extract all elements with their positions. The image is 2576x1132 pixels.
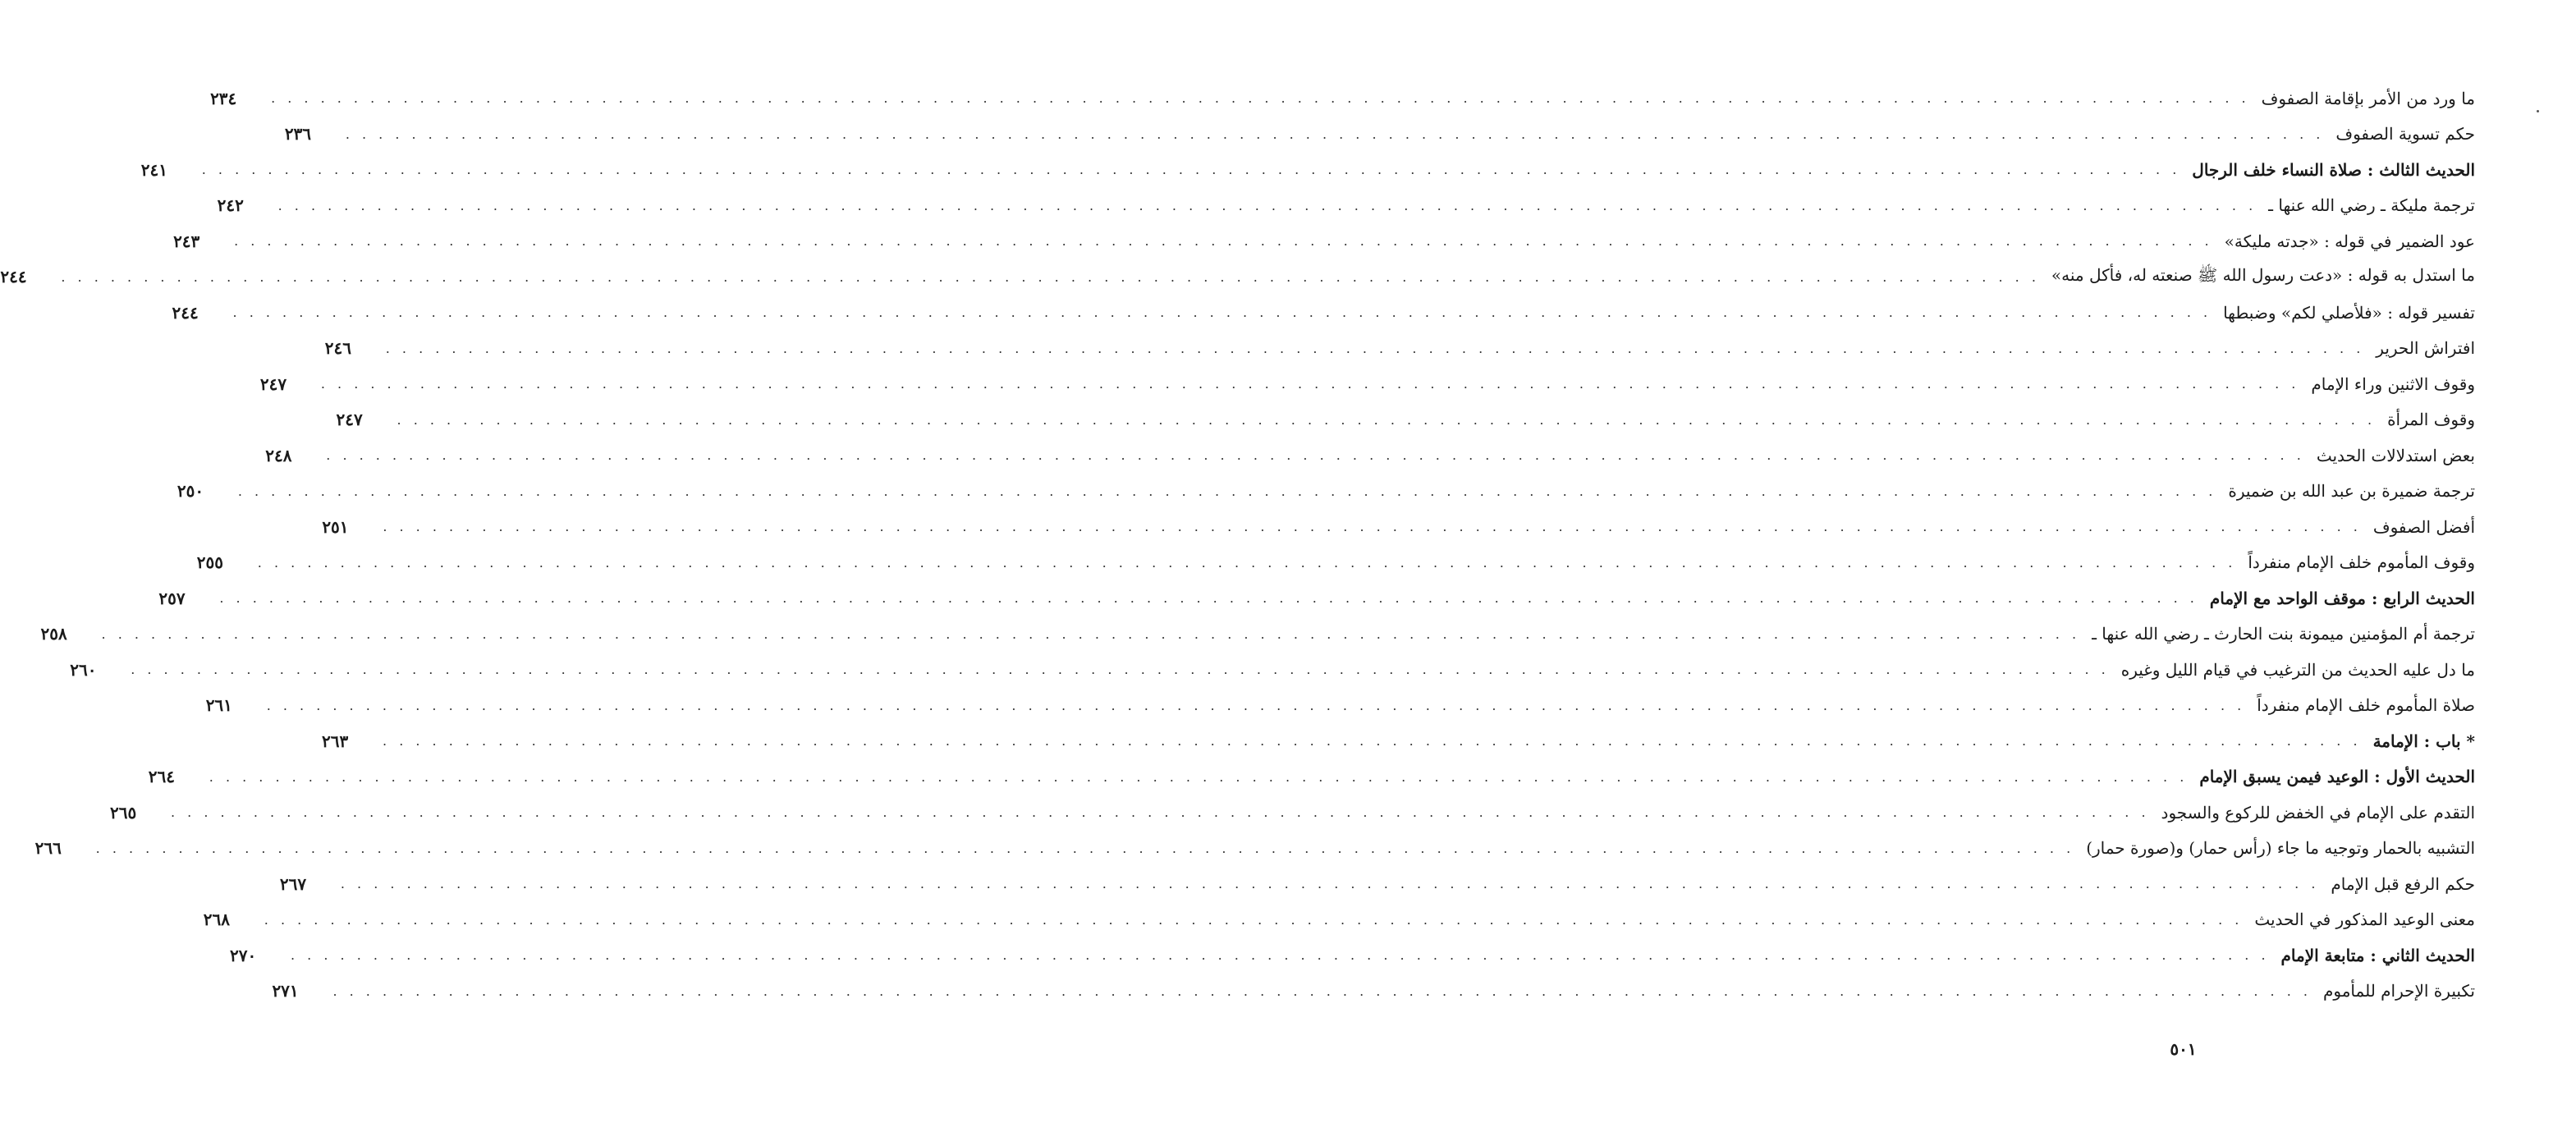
toc-entry xyxy=(110,795,2475,831)
toc-entry-page: ٢٥١ xyxy=(322,516,349,537)
toc-entry-title: ترجمة أم المؤمنين ميمونة بنت الحارث ـ رضي الله عنها ـ xyxy=(2092,624,2475,644)
toc-entry xyxy=(324,331,2475,367)
toc-entry-title: وقوف المرأة xyxy=(2387,410,2475,430)
toc-entry xyxy=(230,937,2475,974)
dot-leader: . . . . . . . . . . . . . . . . . . . . . . . . . . . . . . . . . . . . . . . . . . . . . . . . . . . . . . . . . . . . . . . . . . . . . . . . . . . . . . . . . . . . . . . . . . . . . . . . . . . . . . . . . . . . . . . . . . . . . . . . xyxy=(340,876,2320,892)
toc-entry xyxy=(279,866,2475,902)
toc-entry-page: ٢٧٠ xyxy=(230,945,257,965)
toc-entry-title: ما دل عليه الحديث من الترغيب في قيام الليل وغيره xyxy=(2120,659,2475,680)
toc-entry-title: معنى الوعيد المذكور في الحديث xyxy=(2254,910,2475,930)
toc-entry xyxy=(70,652,2475,688)
dot-leader: . . . . . . . . . . . . . . . . . . . . . . . . . . . . . . . . . . . . . . . . . . . . . . . . . . . . . . . . . . . . . . . . . . . . . . . . . . . . . . . . . . . . . . . . . . . . . . . . . . . . . . . . . . . . . . . . . . . . . . . . xyxy=(320,376,2300,392)
toc-entry-title: تفسير قوله : «فلأصلي لكم» وضبطها xyxy=(2223,302,2475,323)
toc-entry-page: ٢٦٦ xyxy=(34,838,62,859)
toc-entry-page: ٢٤١ xyxy=(140,159,167,180)
toc-entry-page: ٢٦٤ xyxy=(148,767,175,787)
toc-entry-page: ٢٦٣ xyxy=(322,731,349,751)
toc-entry xyxy=(173,223,2475,259)
toc-entry-title: صلاة المأموم خلف الإمام منفرداً xyxy=(2257,695,2475,716)
dot-leader: . . . . . . . . . . . . . . . . . . . . . . . . . . . . . . . . . . . . . . . . . . . . . . . . . . . . . . . . . . . . . . . . . . . . . . . . . . . . . . . . . . . . . . . . . . . . . . . . . . . . . . . . . . . . . . . . . . . . . . . . xyxy=(266,697,2246,713)
dot-leader: . . . . . . . . . . . . . . . . . . . . . . . . . . . . . . . . . . . . . . . . . . . . . . . . . . . . . . . . . . . . . . . . . . . . . . . . . . . . . . . . . . . . . . . . . . . . . . . . . . . . . . . . . . . . . . . . . . . . . . . . xyxy=(396,411,2377,428)
toc-entry-title: حكم الرفع قبل الإمام xyxy=(2331,873,2475,894)
toc-entry-page: ٢٧١ xyxy=(272,981,299,1001)
toc-entry-title: الحديث الرابع : موقف الواحد مع الإمام xyxy=(2209,588,2475,608)
toc-entry-page: ٢٤٣ xyxy=(173,231,200,251)
toc-entry-page: ٢٥٠ xyxy=(176,481,204,502)
dot-leader: . . . . . . . . . . . . . . . . . . . . . . . . . . . . . . . . . . . . . . . . . . . . . . . . . . . . . . . . . . . . . . . . . . . . . . . . . . . . . . . . . . . . . . . . . . . . . . . . . . . . . . . . . . . . . . . . . . . . . . . . xyxy=(257,554,2237,571)
toc-entry xyxy=(322,723,2475,759)
dot-leader: . . . . . . . . . . . . . . . . . . . . . . . . . . . . . . . . . . . . . . . . . . . . . . . . . . . . . . . . . . . . . . . . . . . . . . . . . . . . . . . . . . . . . . . . . . . . . . . . . . . . . . . . . . . . . . . . . . . . . . . . xyxy=(232,305,2212,321)
dot-leader: . . . . . . . . . . . . . . . . . . . . . . . . . . . . . . . . . . . . . . . . . . . . . . . . . . . . . . . . . . . . . . . . . . . . . . . . . . . . . . . . . . . . . . . . . . . . . . . . . . . . . . . . . . . . . . . . . . . . . . . . xyxy=(171,804,2150,821)
toc-entry xyxy=(196,545,2475,581)
toc-entry-title: الحديث الثالث : صلاة النساء خلف الرجال xyxy=(2192,159,2475,180)
toc-entry xyxy=(203,902,2475,938)
table-of-contents xyxy=(0,80,2475,1009)
dot-leader: . . . . . . . . . . . . . . . . . . . . . . . . . . . . . . . . . . . . . . . . . . . . . . . . . . . . . . . . . . . . . . . . . . . . . . . . . . . . . . . . . . . . . . . . . . . . . . . . . . . . . . . . . . . . . . . . . . . . . . . . xyxy=(95,840,2075,856)
toc-entry-page: ٢٤٢ xyxy=(217,195,244,216)
dot-leader: . . . . . . . . . . . . . . . . . . . . . . . . . . . . . . . . . . . . . . . . . . . . . . . . . . . . . . . . . . . . . . . . . . . . . . . . . . . . . . . . . . . . . . . . . . . . . . . . . . . . . . . . . . . . . . . . . . . . . . . . xyxy=(219,590,2198,607)
toc-entry-page: ٢٣٤ xyxy=(210,88,237,108)
toc-entry-title: وقوف المأموم خلف الإمام منفرداً xyxy=(2248,552,2475,573)
toc-entry-page: ٢٦٠ xyxy=(70,659,97,680)
toc-entry-title: افتراش الحرير xyxy=(2376,338,2475,359)
dot-leader: . . . . . . . . . . . . . . . . . . . . . . . . . . . . . . . . . . . . . . . . . . . . . . . . . . . . . . . . . . . . . . . . . . . . . . . . . . . . . . . . . . . . . . . . . . . . . . . . . . . . . . . . . . . . . . . . . . . . . . . . xyxy=(291,947,2270,964)
dot-leader: . . . . . . . . . . . . . . . . . . . . . . . . . . . . . . . . . . . . . . . . . . . . . . . . . . . . . . . . . . . . . . . . . . . . . . . . . . . . . . . . . . . . . . . . . . . . . . . . . . . . . . . . . . . . . . . . . . . . . . . . xyxy=(264,911,2244,928)
toc-entry-page: ٢٤٤ xyxy=(172,302,199,323)
dot-leader: . . . . . . . . . . . . . . . . . . . . . . . . . . . . . . . . . . . . . . . . . . . . . . . . . . . . . . . . . . . . . . . . . . . . . . . . . . . . . . . . . . . . . . . . . . . . . . . . . . . . . . . . . . . . . . . . . . . . . . . . xyxy=(345,126,2325,142)
toc-entry-title: الحديث الأول : الوعيد فيمن يسبق الإمام xyxy=(2199,767,2475,787)
toc-entry xyxy=(176,474,2475,510)
toc-entry-page: ٢٥٨ xyxy=(40,624,67,644)
toc-entry xyxy=(0,259,2475,296)
toc-entry-title: بعض استدلالات الحديث xyxy=(2316,445,2475,465)
toc-entry-page: ٢٤٧ xyxy=(336,410,363,430)
toc-entry-title: عود الضمير في قوله : «جدته مليكة» xyxy=(2224,231,2475,251)
toc-entry xyxy=(172,295,2475,331)
toc-entry-page: ٢٦٧ xyxy=(279,873,307,894)
dot-leader: . . . . . . . . . . . . . . . . . . . . . . . . . . . . . . . . . . . . . . . . . . . . . . . . . . . . . . . . . . . . . . . . . . . . . . . . . . . . . . . . . . . . . . . . . . . . . . . . . . . . . . . . . . . . . . . . . . . . . . . . xyxy=(332,983,2312,999)
toc-entry-title: * باب : الإمامة xyxy=(2372,731,2475,751)
page-number: ٥٠١ xyxy=(2170,1039,2197,1059)
dot-leader: . . . . . . . . . . . . . . . . . . . . . . . . . . . . . . . . . . . . . . . . . . . . . . . . . . . . . . . . . . . . . . . . . . . . . . . . . . . . . . . . . . . . . . . . . . . . . . . . . . . . . . . . . . . . . . . . . . . . . . . . xyxy=(61,268,2040,285)
toc-entry xyxy=(148,759,2475,795)
toc-entry-title: حكم تسوية الصفوف xyxy=(2335,124,2475,144)
toc-entry xyxy=(336,402,2475,438)
toc-entry xyxy=(272,974,2475,1010)
dot-leader: . . . . . . . . . . . . . . . . . . . . . . . . . . . . . . . . . . . . . . . . . . . . . . . . . . . . . . . . . . . . . . . . . . . . . . . . . . . . . . . . . . . . . . . . . . . . . . . . . . . . . . . . . . . . . . . . . . . . . . . . xyxy=(383,733,2362,749)
toc-entry-title: الحديث الثاني : متابعة الإمام xyxy=(2280,945,2475,965)
toc-entry-title: ما ورد من الأمر بإقامة الصفوف xyxy=(2261,88,2475,108)
toc-entry xyxy=(34,831,2475,867)
toc-entry xyxy=(205,688,2475,724)
toc-entry xyxy=(217,188,2475,224)
toc-entry-page: ٢٥٧ xyxy=(158,588,186,608)
toc-entry-title: تكبيرة الإحرام للمأموم xyxy=(2322,981,2475,1001)
dot-leader: . . . . . . . . . . . . . . . . . . . . . . . . . . . . . . . . . . . . . . . . . . . . . . . . . . . . . . . . . . . . . . . . . . . . . . . . . . . . . . . . . . . . . . . . . . . . . . . . . . . . . . . . . . . . . . . . . . . . . . . . xyxy=(326,447,2305,464)
toc-entry-page: ٢٦٥ xyxy=(110,802,137,823)
toc-entry-title: ما استدل به قوله : «دعت رسول الله ﷺ صنعته له، فأكل منه» xyxy=(2051,264,2475,285)
toc-entry-page: ٢٥٥ xyxy=(196,552,224,573)
dot-leader: . . . . . . . . . . . . . . . . . . . . . . . . . . . . . . . . . . . . . . . . . . . . . . . . . . . . . . . . . . . . . . . . . . . . . . . . . . . . . . . . . . . . . . . . . . . . . . . . . . . . . . . . . . . . . . . . . . . . . . . . xyxy=(101,626,2081,642)
toc-entry-title: التقدم على الإمام في الخفض للركوع والسجود xyxy=(2161,802,2475,823)
toc-entry-page: ٢٣٦ xyxy=(284,124,312,144)
dot-leader: . . . . . . . . . . . . . . . . . . . . . . . . . . . . . . . . . . . . . . . . . . . . . . . . . . . . . . . . . . . . . . . . . . . . . . . . . . . . . . . . . . . . . . . . . . . . . . . . . . . . . . . . . . . . . . . . . . . . . . . . xyxy=(383,519,2362,535)
dot-leader: . . . . . . . . . . . . . . . . . . . . . . . . . . . . . . . . . . . . . . . . . . . . . . . . . . . . . . . . . . . . . . . . . . . . . . . . . . . . . . . . . . . . . . . . . . . . . . . . . . . . . . . . . . . . . . . . . . . . . . . . xyxy=(271,90,2250,107)
toc-entry-title: التشبيه بالحمار وتوجيه ما جاء (رأس حمار) و(صورة حمار) xyxy=(2086,838,2475,859)
scan-speck xyxy=(2537,110,2539,112)
toc-entry xyxy=(284,117,2475,153)
toc-entry xyxy=(210,80,2475,117)
dot-leader: . . . . . . . . . . . . . . . . . . . . . . . . . . . . . . . . . . . . . . . . . . . . . . . . . . . . . . . . . . . . . . . . . . . . . . . . . . . . . . . . . . . . . . . . . . . . . . . . . . . . . . . . . . . . . . . . . . . . . . . . xyxy=(201,162,2181,178)
toc-entry-title: وقوف الاثنين وراء الإمام xyxy=(2311,374,2475,394)
dot-leader: . . . . . . . . . . . . . . . . . . . . . . . . . . . . . . . . . . . . . . . . . . . . . . . . . . . . . . . . . . . . . . . . . . . . . . . . . . . . . . . . . . . . . . . . . . . . . . . . . . . . . . . . . . . . . . . . . . . . . . . . xyxy=(277,197,2257,213)
toc-entry-page: ٢٦٨ xyxy=(203,910,231,930)
toc-entry xyxy=(322,509,2475,545)
dot-leader: . . . . . . . . . . . . . . . . . . . . . . . . . . . . . . . . . . . . . . . . . . . . . . . . . . . . . . . . . . . . . . . . . . . . . . . . . . . . . . . . . . . . . . . . . . . . . . . . . . . . . . . . . . . . . . . . . . . . . . . . xyxy=(237,483,2217,499)
dot-leader: . . . . . . . . . . . . . . . . . . . . . . . . . . . . . . . . . . . . . . . . . . . . . . . . . . . . . . . . . . . . . . . . . . . . . . . . . . . . . . . . . . . . . . . . . . . . . . . . . . . . . . . . . . . . . . . . . . . . . . . . xyxy=(234,233,2213,250)
toc-entry xyxy=(259,366,2475,402)
toc-entry xyxy=(158,580,2475,616)
toc-entry xyxy=(140,152,2475,188)
dot-leader: . . . . . . . . . . . . . . . . . . . . . . . . . . . . . . . . . . . . . . . . . . . . . . . . . . . . . . . . . . . . . . . . . . . . . . . . . . . . . . . . . . . . . . . . . . . . . . . . . . . . . . . . . . . . . . . . . . . . . . . . xyxy=(131,662,2110,678)
toc-entry-title: ترجمة ضميرة بن عبد الله بن ضميرة xyxy=(2228,481,2475,502)
toc-entry xyxy=(265,438,2475,474)
dot-leader: . . . . . . . . . . . . . . . . . . . . . . . . . . . . . . . . . . . . . . . . . . . . . . . . . . . . . . . . . . . . . . . . . . . . . . . . . . . . . . . . . . . . . . . . . . . . . . . . . . . . . . . . . . . . . . . . . . . . . . . . xyxy=(209,768,2189,785)
toc-entry-page: ٢٤٦ xyxy=(324,338,351,359)
toc-entry xyxy=(40,616,2475,653)
toc-entry-title: أفضل الصفوف xyxy=(2372,516,2475,537)
dot-leader: . . . . . . . . . . . . . . . . . . . . . . . . . . . . . . . . . . . . . . . . . . . . . . . . . . . . . . . . . . . . . . . . . . . . . . . . . . . . . . . . . . . . . . . . . . . . . . . . . . . . . . . . . . . . . . . . . . . . . . . . xyxy=(385,340,2365,356)
toc-entry-page: ٢٦١ xyxy=(205,695,232,716)
toc-entry-page: ٢٤٧ xyxy=(259,374,287,394)
toc-entry-page: ٢٤٤ xyxy=(0,267,27,287)
toc-entry-page: ٢٤٨ xyxy=(265,445,292,465)
toc-entry-title: ترجمة مليكة ـ رضي الله عنها ـ xyxy=(2268,195,2475,216)
